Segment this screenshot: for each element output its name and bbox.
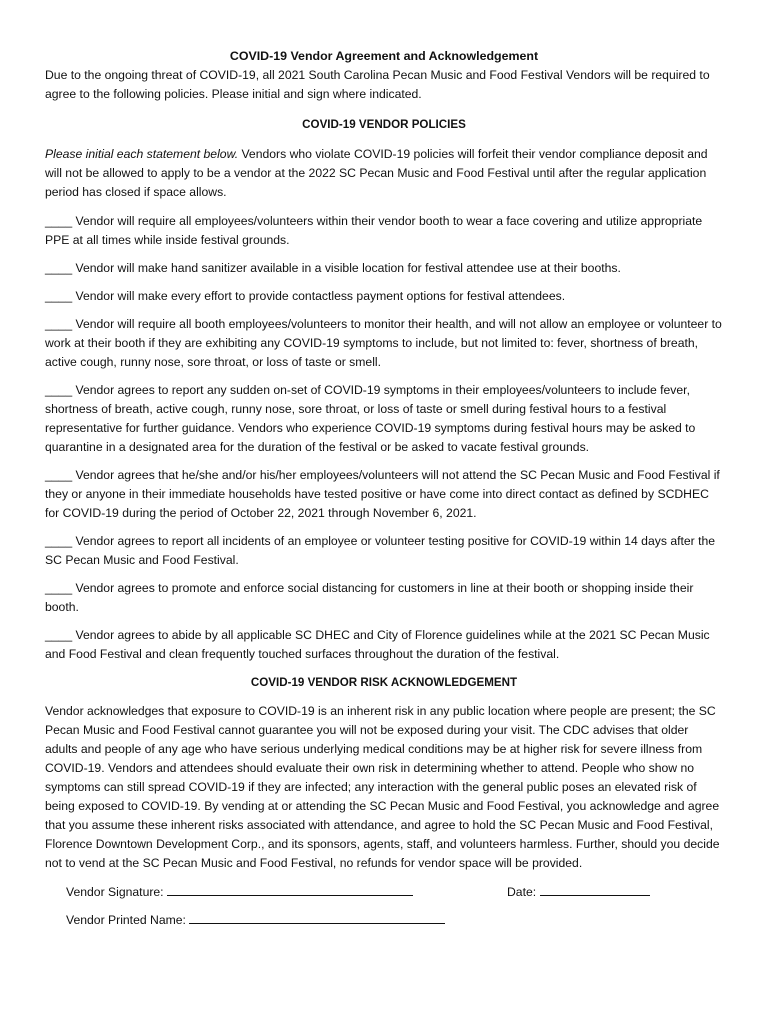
policies-heading: COVID-19 VENDOR POLICIES [302, 118, 466, 131]
policy-item[interactable] [45, 259, 723, 278]
initial-blank[interactable]: ____ [45, 534, 73, 548]
initial-blank[interactable]: ____ [45, 289, 73, 303]
instructions-paragraph [45, 145, 723, 202]
printed-name-label: Vendor Printed Name: [66, 913, 186, 927]
printed-name-field[interactable] [66, 911, 445, 930]
policy-item[interactable] [45, 212, 723, 250]
policy-item[interactable] [45, 532, 723, 570]
policy-item[interactable] [45, 579, 723, 617]
date-line[interactable] [540, 884, 650, 896]
policy-item[interactable] [45, 626, 723, 664]
policy-text: Vendor agrees that he/she and/or his/her employees/volunteers will not attend the SC Pecan Music and Food Festival if they or anyone in their immediate households have tested positive or have come into direct contact as defined by SCDHEC for COVID-19 during the period of October 22, 2021 through November 6, 2021. [45, 468, 720, 520]
initial-blank[interactable]: ____ [45, 261, 73, 275]
initial-blank[interactable]: ____ [45, 317, 73, 331]
initial-blank[interactable]: ____ [45, 581, 73, 595]
initial-blank[interactable]: ____ [45, 468, 73, 482]
initial-blank[interactable]: ____ [45, 383, 73, 397]
policy-item[interactable] [45, 381, 723, 457]
document-title: COVID-19 Vendor Agreement and Acknowledgement [229, 49, 539, 63]
date-label: Date: [507, 885, 537, 899]
policy-text: Vendor agrees to report any sudden on-set of COVID-19 symptoms in their employees/volunteers to include fever, shortness of breath, active cough, runny nose, sore throat, or loss of taste or smell during festival hours to a festival representative for further guidance. Vendors who experience COVID-19 symptoms during festival hours may be asked to quarantine in a designated area for the duration of the festival or be asked to vacate festival grounds. [45, 383, 696, 454]
vendor-signature-label: Vendor Signature: [66, 885, 164, 899]
policy-text: Vendor agrees to promote and enforce social distancing for customers in line at their booth or shopping inside their booth. [45, 581, 694, 614]
vendor-signature-field[interactable] [66, 883, 413, 902]
risk-acknowledgement-paragraph: Vendor acknowledges that exposure to COVID-19 is an inherent risk in any public location where people are present; the SC Pecan Music and Food Festival cannot guarantee you will not be exposed during your visit. The CDC advises that older adults and people of any age who have serious underlying medical conditions may be at higher risk for severe illness from COVID-19. Vendors and attendees should evaluate their own risk in determining whether to attend. People who show no symptoms can still spread COVID-19 if they are infected; any interaction with the general public poses an elevated risk of being exposed to COVID-19. By vending at or attending the SC Pecan Music and Food Festival, you acknowledge and agree that you assume these inherent risks associated with attendance, and agree to hold the SC Pecan Music and Food Festival, Florence Downtown Development Corp., and its sponsors, agents, staff, and volunteers harmless. Further, should you decide not to vend at the SC Pecan Music and Food Festival, no refunds for vendor space will be provided. [45, 704, 720, 870]
policy-item[interactable] [45, 287, 723, 306]
initial-blank[interactable]: ____ [45, 628, 73, 642]
printed-name-row [45, 911, 723, 939]
policy-text: Vendor will require all employees/volunteers within their vendor booth to wear a face covering and utilize appropriate PPE at all times while inside festival grounds. [45, 214, 703, 247]
vendor-signature-line[interactable] [167, 884, 413, 896]
policy-text: Vendor will make hand sanitizer available in a visible location for festival attendee use at their booths. [75, 261, 621, 275]
printed-name-line[interactable] [189, 912, 445, 924]
signature-row [45, 883, 723, 911]
risk-heading: COVID-19 VENDOR RISK ACKNOWLEDGEMENT [250, 676, 518, 689]
instructions-lead: Please initial each statement below. [45, 147, 239, 161]
date-field[interactable] [507, 883, 650, 902]
policy-text: Vendor agrees to abide by all applicable SC DHEC and City of Florence guidelines while at the 2021 SC Pecan Music and Food Festival and clean frequently touched surfaces throughout the duration of the festival. [45, 628, 710, 661]
policy-text: Vendor will make every effort to provide contactless payment options for festival attendees. [75, 289, 566, 303]
intro-paragraph: Due to the ongoing threat of COVID-19, all 2021 South Carolina Pecan Music and Food Festival Vendors will be required to agree to the following policies. Please initial and sign where indicated. [45, 68, 710, 101]
policy-item[interactable] [45, 315, 723, 372]
instructions-text: Vendors who violate COVID-19 policies will forfeit their vendor compliance deposit and will not be allowed to apply to be a vendor at the 2022 SC Pecan Music and Food Festival until after the regular application period has closed if space allows. [45, 147, 708, 199]
policy-text: Vendor agrees to report all incidents of an employee or volunteer testing positive for COVID-19 within 14 days after the SC Pecan Music and Food Festival. [45, 534, 716, 567]
initial-blank[interactable]: ____ [45, 214, 73, 228]
policy-text: Vendor will require all booth employees/volunteers to monitor their health, and will not allow an employee or volunteer to work at their booth if they are exhibiting any COVID-19 symptoms to include, but not limited to: fever, shortness of breath, active cough, runny nose, sore throat, or loss of taste or smell. [45, 317, 722, 369]
policy-item[interactable] [45, 466, 723, 523]
